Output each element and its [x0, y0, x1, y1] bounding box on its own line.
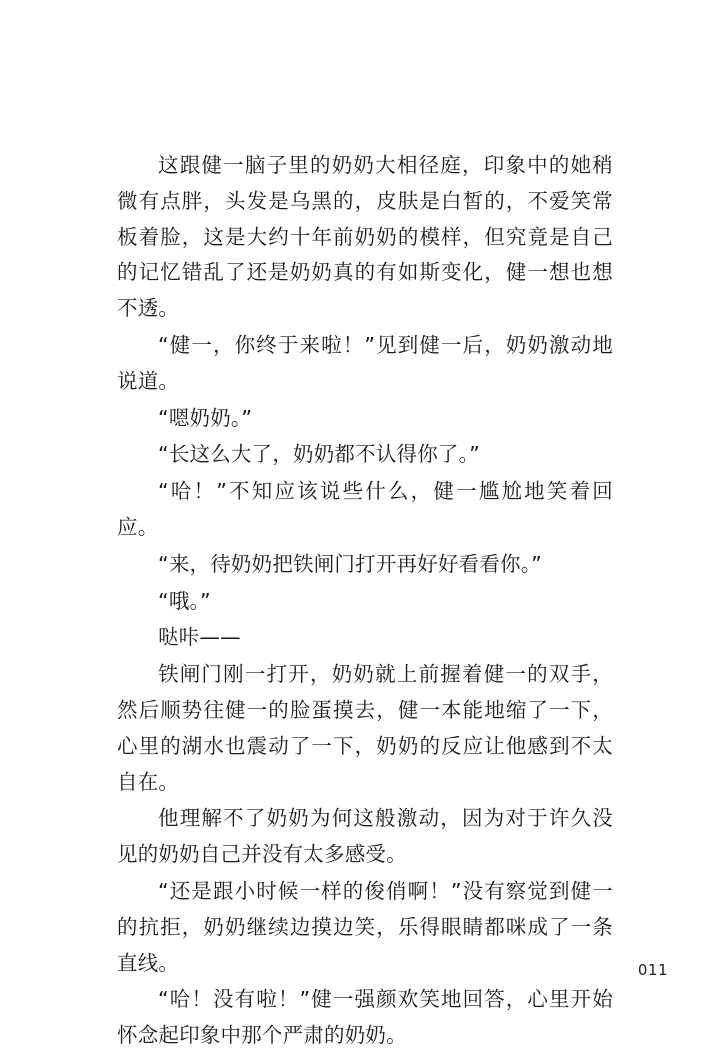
paragraph: “健一，你终于来啦！”见到健一后，奶奶激动地说道。 — [117, 332, 613, 393]
paragraph: 哒咔—— — [158, 625, 241, 650]
paragraph: “长这么大了，奶奶都不认得你了。” — [158, 442, 480, 467]
body-text — [117, 148, 613, 1054]
paragraph: “哦。” — [158, 588, 211, 613]
page-number: 011 — [637, 961, 668, 979]
paragraph: “哈！”不知应该说些什么，健一尴尬地笑着回应。 — [117, 479, 613, 539]
paragraph: “哈！没有啦！”健一强颜欢笑地回答，心里开始怀念起印象中那个严肃的奶奶。 — [117, 987, 613, 1048]
paragraph: “还是跟小时候一样的俊俏啊！”没有察觉到健一的抗拒，奶奶继续边摸边笑，乐得眼睛都咪成了一条直线。 — [117, 878, 613, 975]
paragraph: 铁闸门刚一打开，奶奶就上前握着健一的双手，然后顺势往健一的脸蛋摸去，健一本能地缩了一下，心里的湖水也震动了一下，奶奶的反应让他感到不太自在。 — [117, 662, 613, 794]
paragraph: 这跟健一脑子里的奶奶大相径庭，印象中的她稍微有点胖，头发是乌黑的，皮肤是白皙的，不爱笑常板着脸，这是大约十年前奶奶的模样，但究竟是自己的记忆错乱了还是奶奶真的有如斯变化，健一想也想不透。 — [117, 153, 613, 321]
paragraph: “来，待奶奶把铁闸门打开再好好看看你。” — [158, 551, 542, 576]
paragraph: “嗯奶奶。” — [158, 405, 253, 430]
paragraph: 他理解不了奶奶为何这般激动，因为对于许久没见的奶奶自己并没有太多感受。 — [117, 806, 613, 867]
